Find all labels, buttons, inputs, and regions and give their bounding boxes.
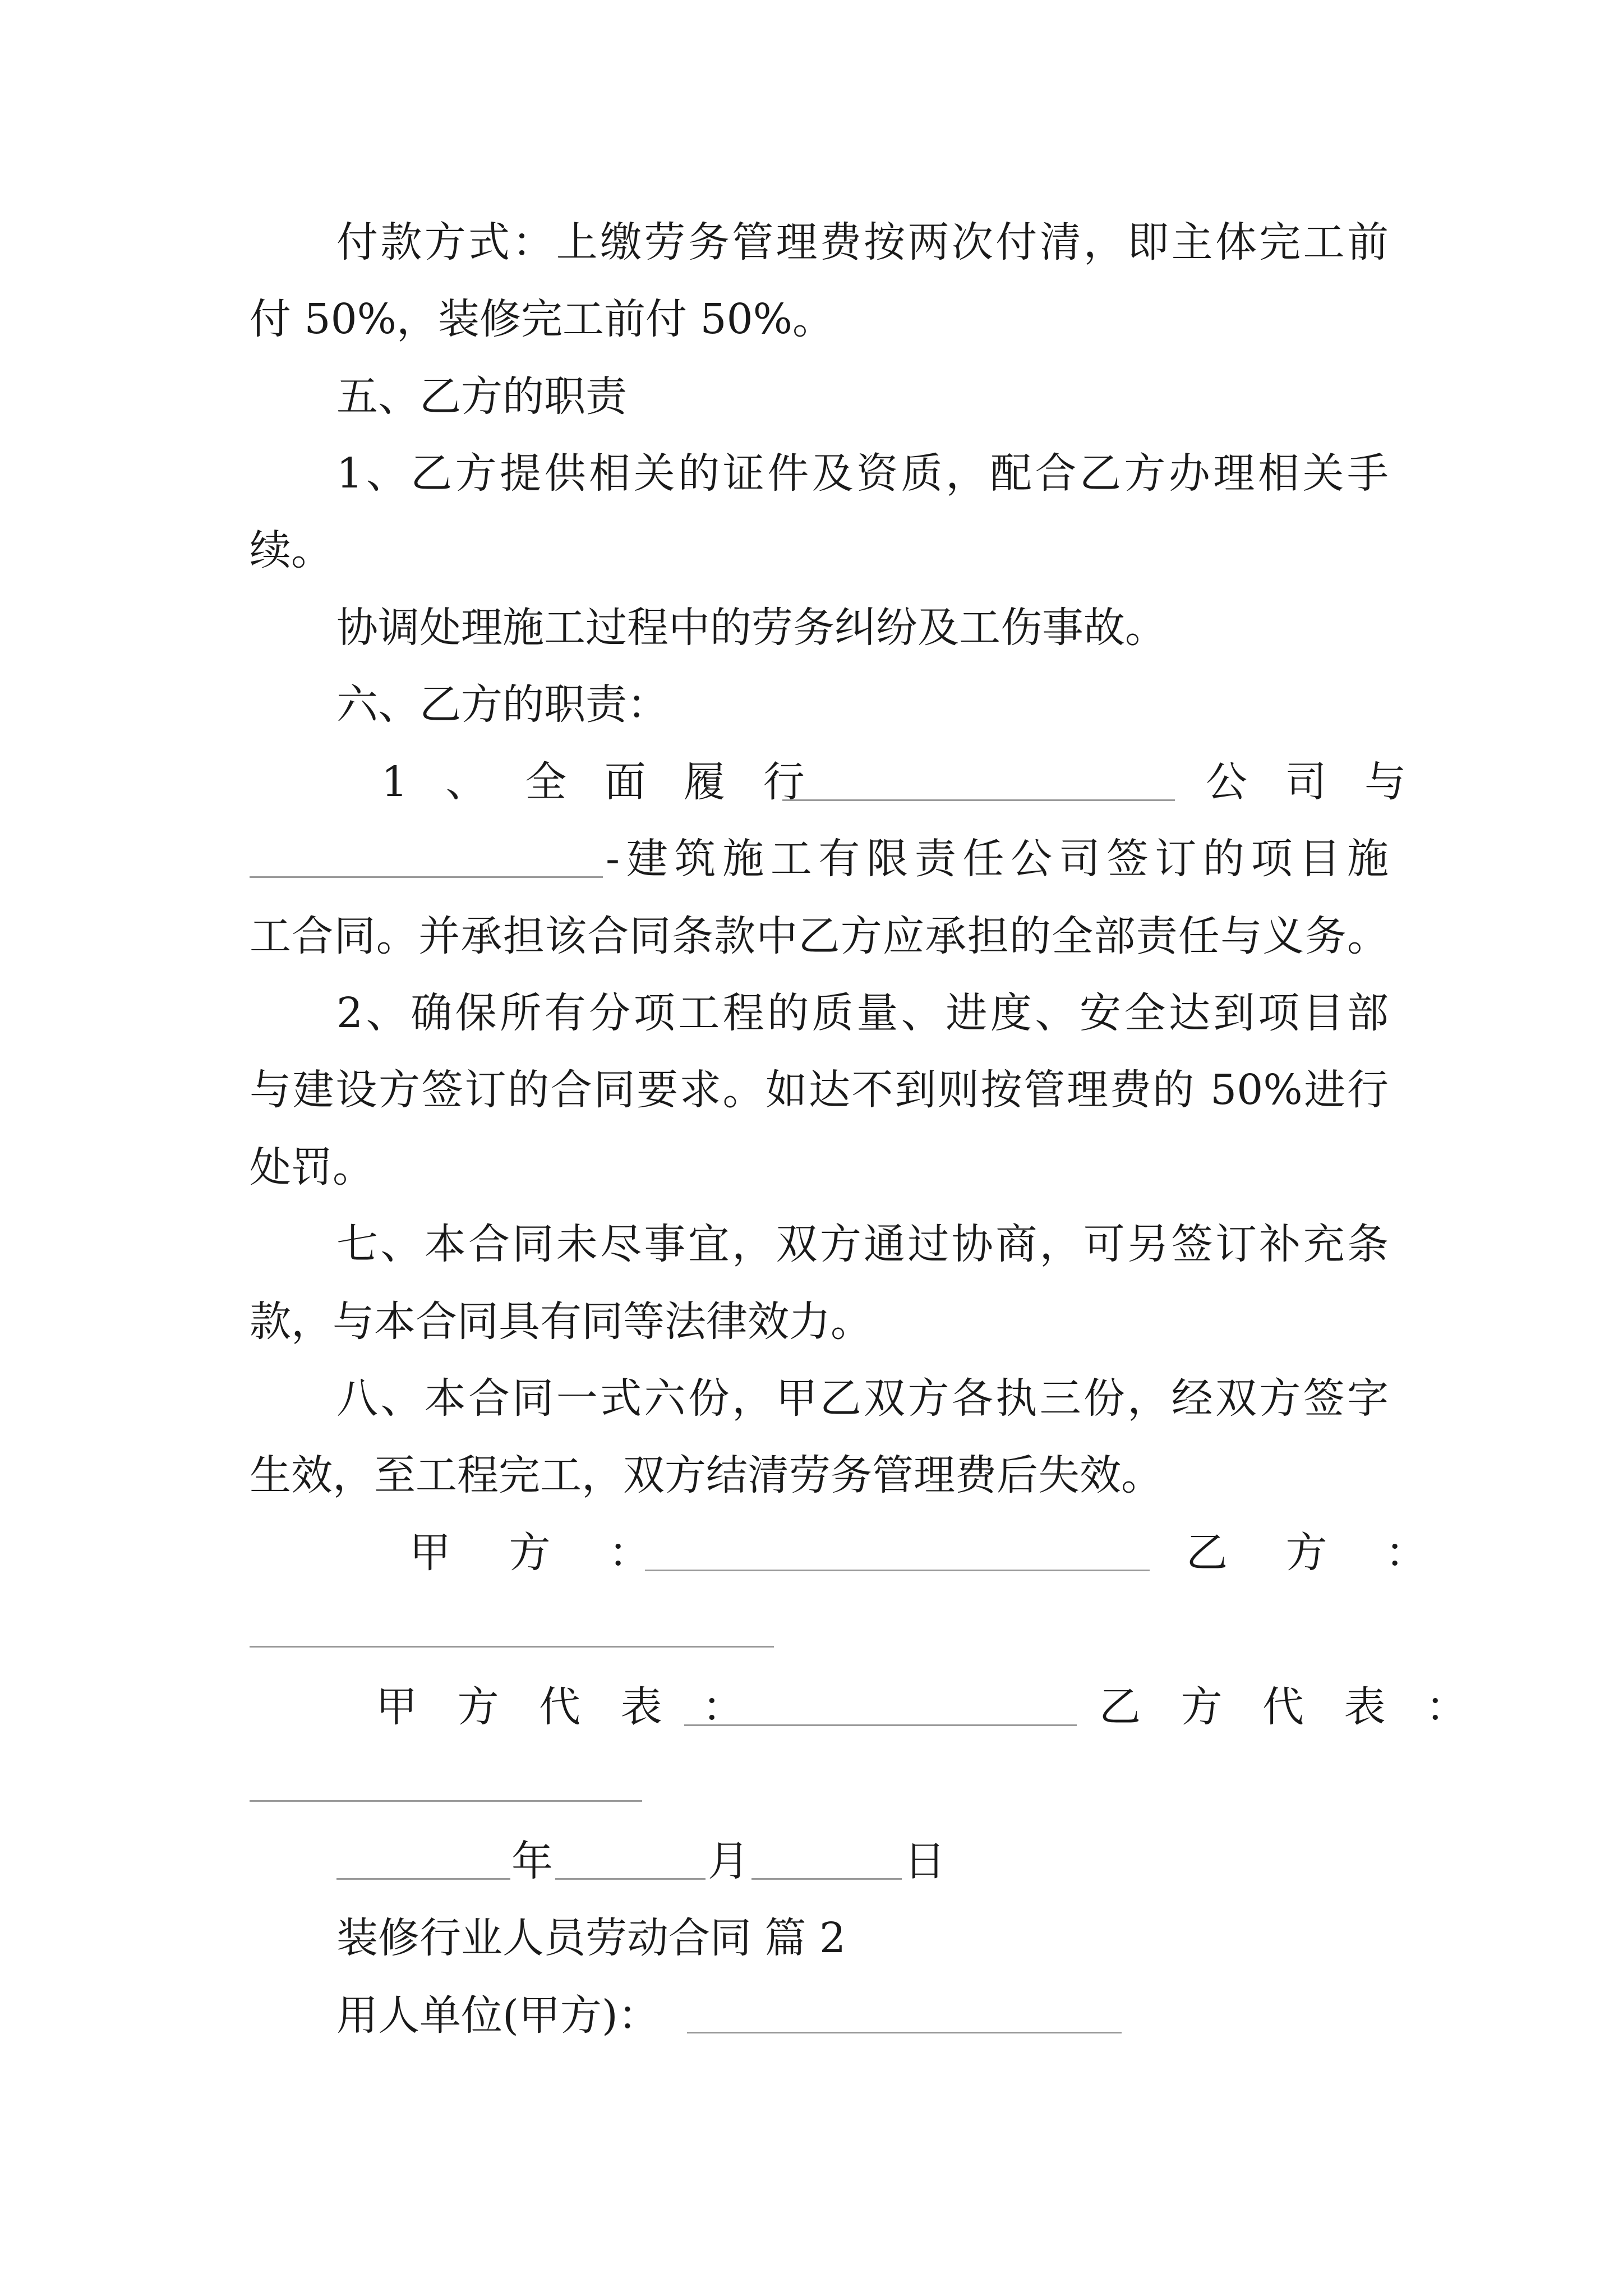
party-a-label: 甲 方 ： [409,1529,673,1577]
section-seven-line-2: 款，与本合同具有同等法律效力。 [250,1297,872,1346]
month-label: 月 [708,1837,749,1885]
clause-5-2: 协调处理施工过程中的劳务纠纷及工伤事故。 [336,604,1166,652]
clause-6-1-prefix: 1 、 全 面 履 行 [381,758,817,806]
clause-5-1-line-1: 1、乙方提供相关的证件及资质，配合乙方办理相关手 [336,449,1389,498]
section-five-heading: 五、乙方的职责 [336,372,627,421]
clause-6-2-line-1: 2、确保所有分项工程的质量、进度、安全达到项目部 [336,989,1389,1037]
day-label: 日 [904,1837,946,1885]
payment-method-line-1: 付款方式：上缴劳务管理费按两次付清，即主体完工前 [336,218,1389,266]
year-label: 年 [511,1837,553,1885]
clause-6-1-line-2: -建筑施工有限责任公司签订的项目施 [606,835,1389,883]
party-a-blank[interactable] [645,1570,1150,1571]
clause-6-1-line-3: 工合同。并承担该合同条款中乙方应承担的全部责任与义务。 [250,912,1389,960]
clause-6-2-line-3: 处罚。 [250,1143,374,1191]
party-b-label: 乙 方 ： [1186,1529,1450,1577]
month-blank[interactable] [555,1878,706,1880]
party-b-rep-blank[interactable] [250,1800,642,1802]
party-a-rep-label: 甲 方 代 表 ： [376,1683,758,1731]
clause-6-1-suffix: 公 司 与 [1206,758,1419,806]
party-b-blank[interactable] [250,1646,774,1648]
employer-blank[interactable] [687,2032,1122,2033]
clause-5-1-line-2: 续。 [250,526,333,574]
payment-method-line-2: 付 50%，装修完工前付 50%。 [250,295,834,343]
party-a-rep-blank[interactable] [684,1724,1077,1726]
section-six-heading: 六、乙方的职责： [336,680,668,729]
contract-company-blank[interactable] [782,799,1175,801]
employer-label: 用人单位(甲方)： [336,1991,660,2040]
clause-6-2-line-2: 与建设方签订的合同要求。如达不到则按管理费的 50%进行 [250,1066,1389,1114]
section-seven-line-1: 七、本合同未尽事宜，双方通过协商，可另签订补充条 [336,1220,1389,1268]
construction-company-blank[interactable] [250,876,603,878]
day-blank[interactable] [751,1878,902,1880]
contract-2-title: 装修行业人员劳动合同 篇 2 [336,1914,846,1962]
section-eight-line-2: 生效，至工程完工，双方结清劳务管理费后失效。 [250,1451,1163,1499]
section-eight-line-1: 八、本合同一式六份，甲乙双方各执三份，经双方签字 [336,1374,1389,1423]
year-blank[interactable] [336,1878,510,1880]
party-b-rep-label: 乙 方 代 表 ： [1099,1683,1481,1731]
